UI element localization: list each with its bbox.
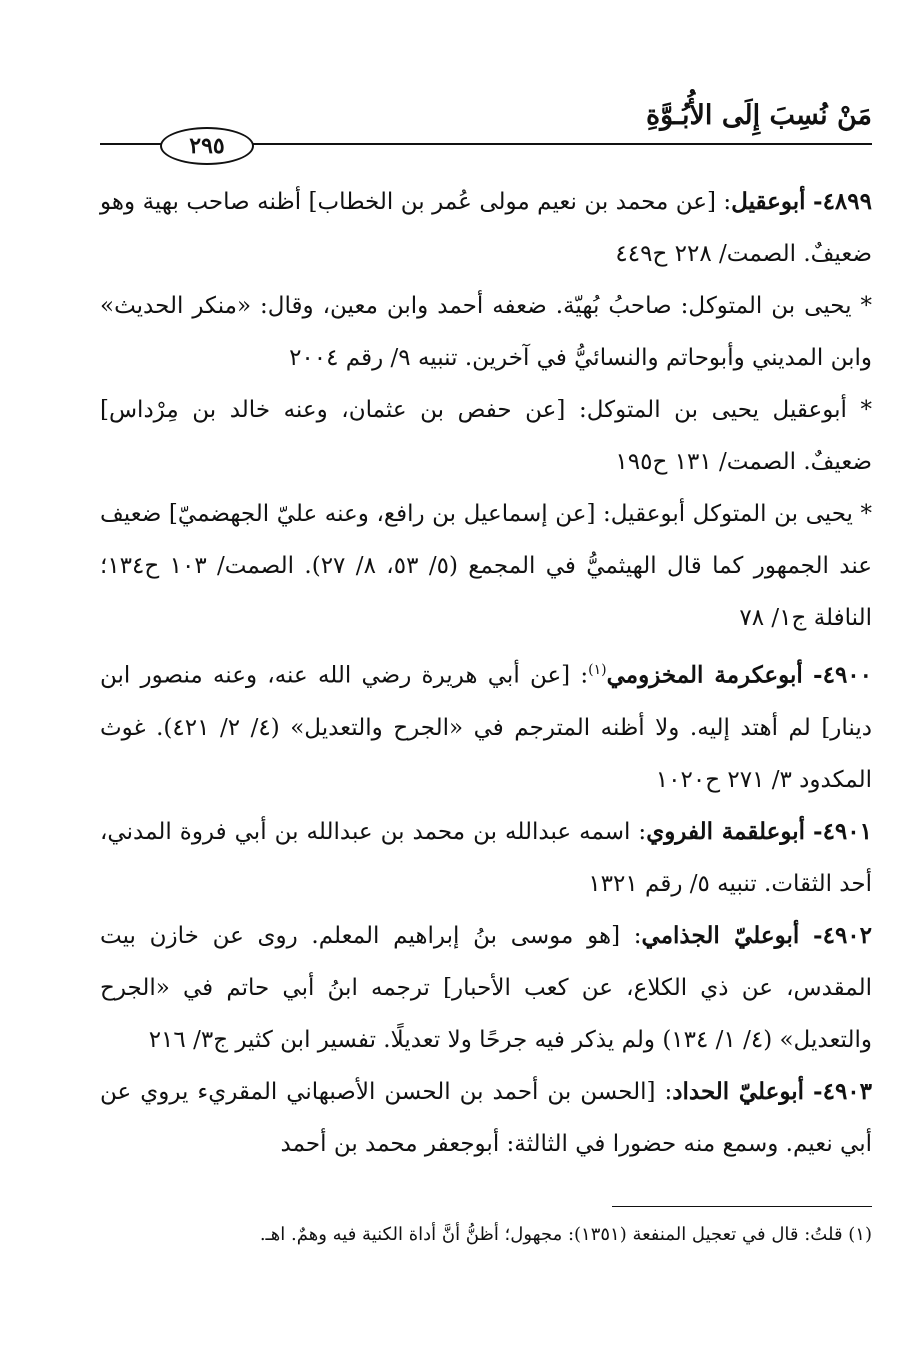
entry-text: : [هو موسى بنُ إبراهيم المعلم. روى عن خازن بيت المقدس، عن ذي الكلاع، عن كعب الأحبار] ترجمه ابنُ أبي حاتم في «الجرح والتعديل» (٤/ ١/ ١٣٤) ولم يذكر فيه جرحًا ولا تعديلًا. تفسير ابن كثير ج٣/ ٢١٦ [100,922,872,1053]
footnote-ref[interactable]: (١) [588,662,607,678]
entry-4900 [100,644,872,806]
entry-note-2 [100,384,872,488]
entry-name: أبوعليّ الجذامي [641,921,800,949]
entry-text: : اسمه عبدالله بن محمد بن عبدالله بن أبي فروة المدني، أحد الثقات. تنبيه ٥/ رقم ١٣٢١ [100,818,872,897]
entry-name: أبوعكرمة المخزومي [606,661,803,689]
entry-number: ٤٩٠١- [813,817,872,845]
entry-note-3 [100,488,872,644]
entry-number: ٤٩٠٢- [813,921,873,949]
entry-number: ٤٩٠٣- [813,1077,873,1105]
entry-name: أبوعليّ الحداد [672,1077,805,1105]
entry-text: * أبوعقيل يحيى بن المتوكل: [عن حفص بن عثمان، وعنه خالد بن مِرْداس] ضعيفٌ. الصمت/ ١٣١ ح١٩٥ [100,397,872,475]
entry-note-1 [100,280,872,384]
entry-number: ٤٩٠٠- [813,661,873,689]
entry-text: * يحيى بن المتوكل أبوعقيل: [عن إسماعيل بن رافع، وعنه عليّ الجهضميّ] ضعيف عند الجمهور كما قال الهيثميُّ في المجمع (٥/ ٥٣، ٨/ ٢٧). الصمت/ ١٠٣ ح١٣٤؛ النافلة ج١/ ٧٨ [100,501,873,631]
page-number: ٢٩٥ [160,127,254,165]
main-text [100,176,872,1170]
entry-text: : [عن محمد بن نعيم مولى عُمر بن الخطاب] أظنه صاحب بهية وهو ضعيفٌ. الصمت/ ٢٢٨ ح٤٤٩ [100,189,872,267]
entry-4902 [100,910,872,1066]
entry-name: أبوعلقمة الفروي [646,817,806,845]
footnote: (١) قلتُ: قال في تعجيل المنفعة (١٣٥١): مجهول؛ أظنُّ أنَّ أداة الكنية فيه وهمٌ. اهـ. [259,1224,872,1245]
entry-number: ٤٨٩٩- [813,188,872,215]
footnote-rule [612,1206,872,1207]
entry-4899 [100,176,872,280]
entry-text: : [عن أبي هريرة رضي الله عنه، وعنه منصور ابن دينار] لم أهتد إليه. ولا أظنه المترجم في «الجرح والتعديل» (٤/ ٢/ ٤٢١). غوث المكدود ٣/ ٢٧١ ح١٠٢٠ [100,662,872,793]
entry-4903 [100,1066,872,1170]
running-header-title: مَنْ نُسِبَ إِلَى الأُبُـوَّةِ [646,100,872,131]
entry-text: : [الحسن بن أحمد بن الحسن الأصبهاني المقريء يروي عن أبي نعيم. وسمع منه حضورا في الثالثة: أبوجعفر محمد بن أحمد [100,1078,872,1157]
entry-4901 [100,806,872,910]
entry-text: * يحيى بن المتوكل: صاحبُ بُهيّة. ضعفه أحمد وابن معين، وقال: «منكر الحديث» وابن المديني وأبوحاتم والنسائيُّ في آخرين. تنبيه ٩/ رقم ٢٠٠٤ [100,293,872,371]
entry-name: أبوعقيل [731,188,806,215]
